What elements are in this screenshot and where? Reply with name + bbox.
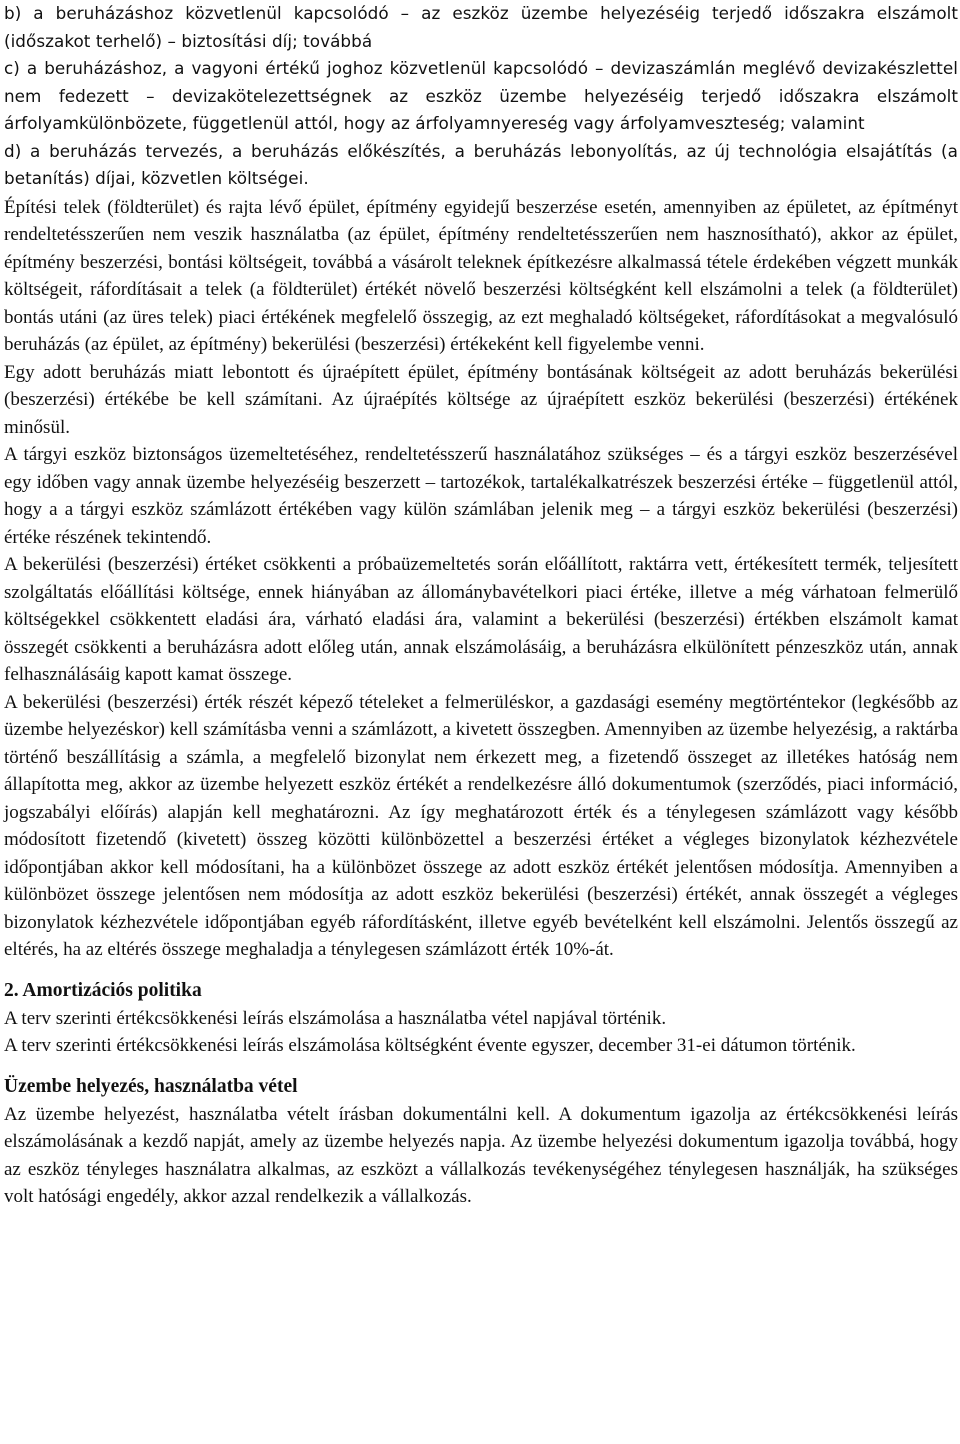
list-item-b: b) a beruházáshoz közvetlenül kapcsolódó – az eszköz üzembe helyezéséig terjedő időszakra elszámolt (időszakot terhelő) – biztosítási díj; továbbá	[4, 3, 958, 51]
section-heading-amortization: 2. Amortizációs politika	[4, 979, 202, 1001]
paragraph-accessories: A tárgyi eszköz biztonságos üzemeltetéséhez, rendeltetésszerű használatához szükséges – és a tárgyi eszköz beszerzésével egy időben vagy annak üzembe helyezéséig beszerzett – tartozékok, tartalékalkatrészek beszerzési értéke – függetlenül attól, hogy a a tárgyi eszköz számlázott értékében vagy külön számlában jelenik meg – a tárgyi eszköz bekerülési (beszerzési) értéke részének tekintendő.	[4, 444, 958, 548]
paragraph-demolition: Egy adott beruházás miatt lebontott és újraépített épület, építmény bontásának költségeit az adott beruházás bekerülési (beszerzési) értékébe be kell számítani. Az újraépítés költsége az újraépített eszköz bekerülési (beszerzési) értékének minősül.	[4, 361, 958, 438]
section-amortization	[4, 977, 958, 1060]
amortization-paragraph-1: A terv szerinti értékcsökkenési leírás elszámolása a használatba vétel napjával történik.	[4, 1007, 667, 1029]
commissioning-paragraph: Az üzembe helyezést, használatba vételt írásban dokumentálni kell. A dokumentum igazolja az értékcsökkenési leírás elszámolásának a kezdő napját, amely az üzembe helyezés napja. Az üzembe helyezési dokumentum igazolja továbbá, hogy az eszköz tényleges használatra alkalmas, az eszközt a vállalkozás tevékenységéhez ténylegesen használják, ha szükséges volt hatósági engedély, akkor azzal rendelkezik a vállalkozás.	[4, 1103, 958, 1207]
list-item-d: d) a beruházás tervezés, a beruházás előkészítés, a beruházás lebonyolítás, az új technológia elsajátítás (a betanítás) díjai, közvetlen költségei.	[4, 140, 958, 188]
paragraph-cost-items: A bekerülési (beszerzési) érték részét képező tételeket a felmerüléskor, a gazdasági esemény megtörténtekor (legkésőbb az üzembe helyezéskor) kell számításba venni a számlázott, a kivetett összegben. Amennyiben az üzembe helyezésig, a raktárba történő beszállításig a számla, a megfelelő bizonylat nem érkezett meg, a fizetendő összeget az illetékes hatóság nem állapította meg, akkor az üzembe helyezett eszköz értékét a rendelkezésre álló dokumentumok (szerződés, piaci információ, jogszabályi előírás) alapján kell meghatározni. Az így meghatározott érték és a ténylegesen számlázott vagy később módosított fizetendő (kivetett) összeg közötti különbözettel a beszerzési értéket a végleges bizonylatok kézhezvétele időpontjában akkor kell módosítani, ha a különbözet összege az adott eszköz értékét jelentősen módosítja. Amennyiben a különbözet összege jelentősen nem módosítja az adott eszköz bekerülési (beszerzési) értékét, annak összegét a végleges bizonylatok kézhezvétele időpontjában egyéb ráfordításként, illetve egyéb bevételként kell elszámolni. Jelentős összegű az eltérés, ha az eltérés összege meghaladja a ténylegesen számlázott érték 10%-át.	[4, 691, 958, 960]
amortization-paragraph-2: A terv szerinti értékcsökkenési leírás elszámolása költségként évente egyszer, december 31-ei dátumon történik.	[4, 1035, 856, 1056]
list-item-c: c) a beruházáshoz, a vagyoni értékű joghoz közvetlenül kapcsolódó – devizaszámlán meglévő devizakészlettel nem fedezett – devizakötelezettségnek az eszköz üzembe helyezéséig terjedő időszakra elszámolt árfolyamkülönbözete, függetlenül attól, hogy az árfolyamnyereség vagy árfolyamveszteség; valamint	[4, 58, 958, 133]
section-heading-commissioning: Üzembe helyezés, használatba vétel	[4, 1075, 298, 1097]
section-gap	[4, 964, 958, 977]
section-gap	[4, 1060, 958, 1073]
list-block	[4, 0, 958, 193]
paragraph-trial-operation: A bekerülési (beszerzési) értéket csökkenti a próbaüzemeltetés során előállított, raktárra vett, értékesített termék, teljesített szolgáltatás előállítási költsége, ennek hiányában az állománybavételkori piaci értéke, illetve a még várhatoan felmerülő költségekkel csökkentett eladási ára, várható eladási ára, valamint a bekerülési (beszerzési) értékben elszámolt kamat összegét csökkenti a beruházásra adott előleg után, annak elszámolásáig, a beruházásra elkülönített pénzeszköz után, annak felhasználásáig kapott kamat összege.	[4, 554, 958, 685]
section-commissioning	[4, 1073, 958, 1211]
body-block	[4, 194, 958, 964]
paragraph-building-plot: Építési telek (földterület) és rajta lévő épület, építmény egyidejű beszerzése esetén, amennyiben az épületet, az építményt rendeltetésszerűen nem veszik használatba (az épület, építmény rendeltetésszerűen nem hasznosítható), akkor az épület, építmény beszerzési, bontási költségeit, továbbá a vásárolt teleknek építkezésre alkalmassá tétele érdekében végzett munkák költségeit, ráfordításait a telek (a földterület) értékét növelő beszerzési költségként kell elszámolni a telek (a földterület) bontás utáni (az üres telek) piaci értékének megfelelő összegig, az ezt meghaladó költségeket, ráfordításokat a megvalósuló beruházás (az épület, az építmény) bekerülési (beszerzési) értékeként kell figyelembe venni.	[4, 196, 958, 355]
